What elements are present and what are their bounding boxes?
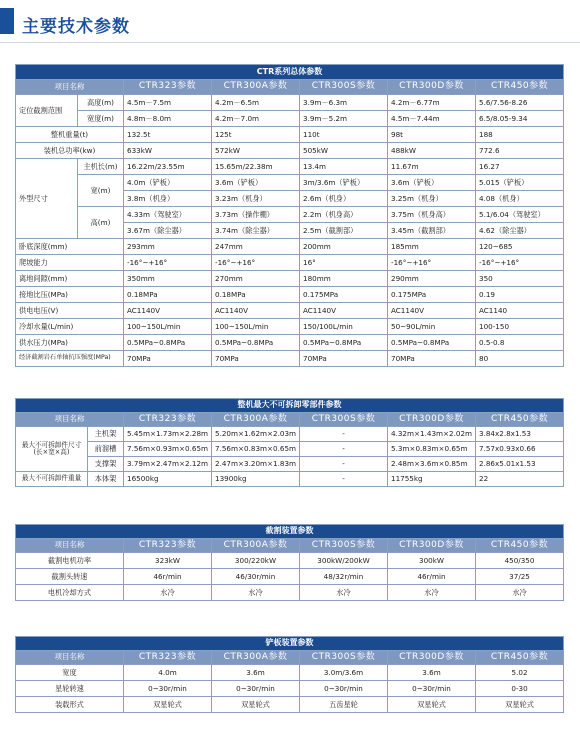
cell: 0~30r/min	[300, 681, 388, 697]
cell: 572kW	[212, 143, 300, 159]
cell: 0.18MPa	[212, 287, 300, 303]
cell: 50~90L/min	[388, 319, 476, 335]
cell: 11755kg	[388, 472, 476, 487]
row-label: 宽度(m)	[78, 111, 124, 127]
row-label: 支撑架	[88, 457, 124, 472]
cell: 100~150L/min	[212, 319, 300, 335]
cell: 247mm	[212, 239, 300, 255]
cell: 4.8m－8.0m	[124, 111, 212, 127]
cell: 16.27	[476, 159, 564, 175]
model-header: CTR450参数	[476, 413, 564, 427]
cell: 0.5MPa~0.8MPa	[388, 335, 476, 351]
cell: 3.6m（铲板）	[388, 175, 476, 191]
cell: 16°	[300, 255, 388, 271]
model-header: CTR323参数	[124, 651, 212, 665]
cell: 4.2m－6.77m	[388, 95, 476, 111]
page-title: 主要技术参数	[22, 17, 130, 37]
cell: 4.0m	[124, 665, 212, 681]
cell: 2.2m（机身高）	[300, 207, 388, 223]
shovel-caption: 铲板装置参数	[16, 637, 564, 651]
cell: 5.6/7.56-8.26	[476, 95, 564, 111]
cell: 3.8m（机身）	[124, 191, 212, 207]
cell: 水冷	[388, 585, 476, 601]
cell: 3.74m（除尘器）	[212, 223, 300, 239]
overall-caption: CTR系列总体参数	[16, 65, 564, 80]
cell: 2.48m×3.6m×0.85m	[388, 457, 476, 472]
cell: 0.5-0.8	[476, 335, 564, 351]
cell: 3.0m/3.6m	[300, 665, 388, 681]
project-header: 项目名称	[16, 80, 124, 95]
cell: 70MPa	[212, 351, 300, 367]
cell: 五齿星轮	[300, 697, 388, 713]
model-header: CTR300D参数	[388, 539, 476, 553]
cell: 180mm	[300, 271, 388, 287]
cell: -16°~+16°	[388, 255, 476, 271]
cell: 2.86x5.01x1.53	[476, 457, 564, 472]
cell: 488kW	[388, 143, 476, 159]
cell: 4.0m（铲板）	[124, 175, 212, 191]
cell: 5.45m×1.73m×2.28m	[124, 427, 212, 442]
model-header: CTR300A参数	[212, 539, 300, 553]
cell: 110t	[300, 127, 388, 143]
group-label: 最大不可拆卸件尺寸 (长×宽×高)	[16, 427, 88, 472]
row-label: 冷却水量(L/min)	[16, 319, 124, 335]
cell: 125t	[212, 127, 300, 143]
row-label: 高(m)	[78, 207, 124, 239]
cell: 270mm	[212, 271, 300, 287]
row-label: 截割头转速	[16, 569, 124, 585]
cell: 6.5/8.05-9.34	[476, 111, 564, 127]
cell: 0.5MPa~0.8MPa	[212, 335, 300, 351]
cell: 3.79m×2.47m×2.12m	[124, 457, 212, 472]
cell: -	[300, 442, 388, 457]
row-label: 装载形式	[16, 697, 124, 713]
cell: 0.175MPa	[388, 287, 476, 303]
cell: -16°~+16°	[124, 255, 212, 271]
cell: 70MPa	[124, 351, 212, 367]
title-accent-bar	[0, 8, 14, 34]
cell: 290mm	[388, 271, 476, 287]
row-label: 截割电机功率	[16, 553, 124, 569]
cell: 70MPa	[300, 351, 388, 367]
model-header: CTR323参数	[124, 539, 212, 553]
cell: 13900kg	[212, 472, 300, 487]
cell: 3m/3.6m（铲板）	[300, 175, 388, 191]
cell: 0~30r/min	[388, 681, 476, 697]
model-header: CTR300D参数	[388, 651, 476, 665]
row-label: 宽(m)	[78, 175, 124, 207]
cell: 水冷	[476, 585, 564, 601]
model-header: CTR300S参数	[300, 651, 388, 665]
cell: 双星轮式	[476, 697, 564, 713]
cell: -	[300, 457, 388, 472]
cell: 350	[476, 271, 564, 287]
model-header: CTR323参数	[124, 80, 212, 95]
cell: 4.33m（驾驶室）	[124, 207, 212, 223]
cell: 505kW	[300, 143, 388, 159]
cell: AC1140V	[124, 303, 212, 319]
cell: 100-150	[476, 319, 564, 335]
cell: 双星轮式	[212, 697, 300, 713]
overall-params-table	[15, 64, 564, 367]
cell: 3.67m（除尘器）	[124, 223, 212, 239]
cell: 300/220kW	[212, 553, 300, 569]
model-header: CTR300D参数	[388, 80, 476, 95]
cell: 5.3m×0.83m×0.65m	[388, 442, 476, 457]
cell: -16°~+16°	[212, 255, 300, 271]
row-label: 前溜槽	[88, 442, 124, 457]
cell: 15.65m/22.38m	[212, 159, 300, 175]
cell: 0.5MPa~0.8MPa	[124, 335, 212, 351]
cell: -	[300, 472, 388, 487]
cell: 16.22m/23.55m	[124, 159, 212, 175]
title-divider	[0, 42, 580, 43]
cell: 0~30r/min	[212, 681, 300, 697]
cell: 80	[476, 351, 564, 367]
cell: 16500kg	[124, 472, 212, 487]
cell: 46r/min	[124, 569, 212, 585]
model-header: CTR323参数	[124, 413, 212, 427]
cell: AC1140	[476, 303, 564, 319]
cell: 3.75m（机身高）	[388, 207, 476, 223]
row-label: 高度(m)	[78, 95, 124, 111]
row-label: 供电电压(V)	[16, 303, 124, 319]
cell: 水冷	[124, 585, 212, 601]
cell: 132.5t	[124, 127, 212, 143]
cutting-params-table	[15, 524, 564, 601]
row-label: 爬坡能力	[16, 255, 124, 271]
cell: 水冷	[300, 585, 388, 601]
cell: 185mm	[388, 239, 476, 255]
cell: 188	[476, 127, 564, 143]
model-header: CTR450参数	[476, 80, 564, 95]
cell: 5.20m×1.62m×2.03m	[212, 427, 300, 442]
cell: 11.67m	[388, 159, 476, 175]
project-header: 项目名称	[16, 413, 124, 427]
cell: 0-30	[476, 681, 564, 697]
project-header: 项目名称	[16, 539, 124, 553]
cell: 3.9m－6.3m	[300, 95, 388, 111]
cell: 3.73m（操作棚）	[212, 207, 300, 223]
cell: 98t	[388, 127, 476, 143]
cell: 46r/min	[388, 569, 476, 585]
cell: 300kW/200kW	[300, 553, 388, 569]
cell: 5.1/6.04（驾驶室）	[476, 207, 564, 223]
cell: 4.32m×1.43m×2.02m	[388, 427, 476, 442]
cell: 48/32r/min	[300, 569, 388, 585]
cell: AC1140V	[388, 303, 476, 319]
model-header: CTR300A参数	[212, 651, 300, 665]
cutting-caption: 截割装置参数	[16, 525, 564, 539]
model-header: CTR300S参数	[300, 413, 388, 427]
cell: 70MPa	[388, 351, 476, 367]
cell: 4.2m－6.5m	[212, 95, 300, 111]
cell: 772.6	[476, 143, 564, 159]
cell: 13.4m	[300, 159, 388, 175]
project-header: 项目名称	[16, 651, 124, 665]
cell: 2.6m（机身）	[300, 191, 388, 207]
cell: 100~150L/min	[124, 319, 212, 335]
cell: 120~685	[476, 239, 564, 255]
cell: 双星轮式	[388, 697, 476, 713]
row-label: 供水压力(MPa)	[16, 335, 124, 351]
cell: 4.62（除尘器）	[476, 223, 564, 239]
row-label: 宽度	[16, 665, 124, 681]
cell: AC1140V	[212, 303, 300, 319]
cell: 200mm	[300, 239, 388, 255]
cell: 450/350	[476, 553, 564, 569]
cell: 3.9m－5.2m	[300, 111, 388, 127]
model-header: CTR450参数	[476, 539, 564, 553]
shovel-params-table	[15, 636, 564, 713]
cell: -16°~+16°	[476, 255, 564, 271]
row-label: 本体架	[88, 472, 124, 487]
cell: -	[300, 427, 388, 442]
model-header: CTR300S参数	[300, 80, 388, 95]
cell: 0.175MPa	[300, 287, 388, 303]
row-label: 整机重量(t)	[16, 127, 124, 143]
cell: 4.5m－7.44m	[388, 111, 476, 127]
model-header: CTR450参数	[476, 651, 564, 665]
cell: 水冷	[212, 585, 300, 601]
cell: 3.6m	[388, 665, 476, 681]
cell: 0.19	[476, 287, 564, 303]
cell: 4.5m－7.5m	[124, 95, 212, 111]
model-header: CTR300A参数	[212, 80, 300, 95]
model-header: CTR300A参数	[212, 413, 300, 427]
cell: 2.47m×3.20m×1.83m	[212, 457, 300, 472]
cell: 7.56m×0.93m×0.65m	[124, 442, 212, 457]
cell: 4.2m－7.0m	[212, 111, 300, 127]
row-label: 电机冷却方式	[16, 585, 124, 601]
cell: 350mm	[124, 271, 212, 287]
group-label: 最大不可拆卸件重量	[16, 472, 88, 487]
cell: 0.18MPa	[124, 287, 212, 303]
group-label: 外型尺寸	[16, 159, 78, 239]
cell: 2.5m（截割部）	[300, 223, 388, 239]
row-label: 主机长(m)	[78, 159, 124, 175]
group-label: 定位截割范围	[16, 95, 78, 127]
model-header: CTR300D参数	[388, 413, 476, 427]
cell: 3.6m（铲板）	[212, 175, 300, 191]
cell: 3.23m（机身）	[212, 191, 300, 207]
cell: 150/100L/min	[300, 319, 388, 335]
cell: AC1140V	[300, 303, 388, 319]
cell: 0.5MPa~0.8MPa	[300, 335, 388, 351]
cell: 0~30r/min	[124, 681, 212, 697]
row-label: 星轮转速	[16, 681, 124, 697]
row-label: 离地间隙(mm)	[16, 271, 124, 287]
model-header: CTR300S参数	[300, 539, 388, 553]
row-label: 卧底深度(mm)	[16, 239, 124, 255]
cell: 37/25	[476, 569, 564, 585]
cell: 3.6m	[212, 665, 300, 681]
cell: 633kW	[124, 143, 212, 159]
cell: 3.45m（截割部）	[388, 223, 476, 239]
cell: 300kW	[388, 553, 476, 569]
row-label: 接地比压(MPa)	[16, 287, 124, 303]
row-label: 主机架	[88, 427, 124, 442]
cell: 7.57x0.93x0.66	[476, 442, 564, 457]
row-label: 经济截割岩石单轴抗压强度(MPa)	[16, 351, 124, 367]
cell: 5.015（铲板）	[476, 175, 564, 191]
cell: 4.08（机身）	[476, 191, 564, 207]
cell: 3.84x2.8x1.53	[476, 427, 564, 442]
cell: 7.56m×0.83m×0.65m	[212, 442, 300, 457]
cell: 46/30r/min	[212, 569, 300, 585]
cell: 293mm	[124, 239, 212, 255]
cell: 22	[476, 472, 564, 487]
cell: 5.02	[476, 665, 564, 681]
parts-caption: 整机最大不可拆卸零部件参数	[16, 399, 564, 413]
cell: 3.25m（机身）	[388, 191, 476, 207]
parts-params-table	[15, 398, 564, 487]
row-label: 装机总功率(kw)	[16, 143, 124, 159]
cell: 双星轮式	[124, 697, 212, 713]
cell: 323kW	[124, 553, 212, 569]
